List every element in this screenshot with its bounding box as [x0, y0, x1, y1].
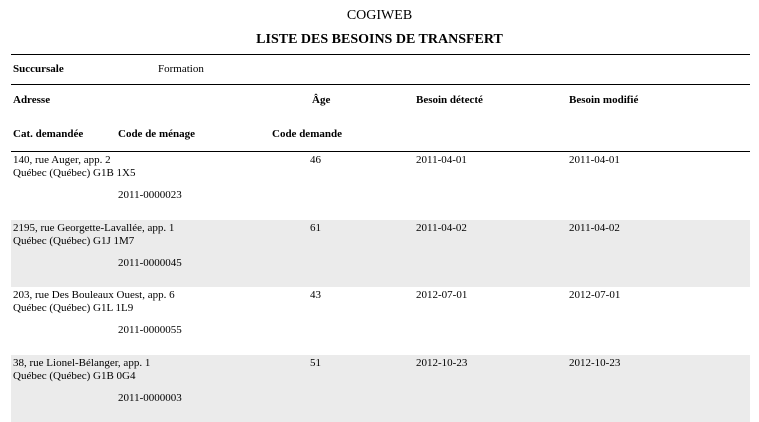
address-line2: Québec (Québec) G1L 1L9 [13, 302, 133, 314]
column-header-household-code: Code de ménage [118, 128, 195, 140]
column-header-request-code: Code demande [272, 128, 342, 140]
address-line1: 203, rue Des Bouleaux Ouest, app. 6 [13, 289, 175, 301]
branch-label: Succursale [13, 63, 64, 75]
table-row [11, 220, 750, 288]
need-detected-date: 2011-04-01 [416, 154, 467, 166]
header-divider [11, 54, 750, 55]
household-code: 2011-0000003 [118, 392, 182, 404]
transfer-needs-table [11, 152, 750, 422]
household-code: 2011-0000055 [118, 324, 182, 336]
household-code: 2011-0000045 [118, 257, 182, 269]
need-modified-date: 2011-04-02 [569, 222, 620, 234]
table-row [11, 355, 750, 422]
age: 51 [310, 357, 321, 369]
need-detected-date: 2012-10-23 [416, 357, 467, 369]
branch-divider [11, 84, 750, 85]
address-line2: Québec (Québec) G1B 1X5 [13, 167, 135, 179]
table-row [11, 287, 750, 355]
address-line2: Québec (Québec) G1J 1M7 [13, 235, 134, 247]
column-header-address: Adresse [13, 94, 50, 106]
address-line1: 140, rue Auger, app. 2 [13, 154, 111, 166]
household-code: 2011-0000023 [118, 189, 182, 201]
address-line1: 38, rue Lionel-Bélanger, app. 1 [13, 357, 150, 369]
column-header-need-modified: Besoin modifié [569, 94, 638, 106]
need-detected-date: 2011-04-02 [416, 222, 467, 234]
need-modified-date: 2012-10-23 [569, 357, 620, 369]
age: 43 [310, 289, 321, 301]
need-detected-date: 2012-07-01 [416, 289, 467, 301]
age: 46 [310, 154, 321, 166]
column-header-need-detected: Besoin détecté [416, 94, 483, 106]
column-header-age: Âge [312, 94, 330, 106]
app-name: COGIWEB [0, 8, 759, 24]
report-title: LISTE DES BESOINS DE TRANSFERT [0, 32, 759, 48]
branch-value: Formation [158, 63, 204, 75]
table-row [11, 152, 750, 220]
address-line2: Québec (Québec) G1B 0G4 [13, 370, 135, 382]
age: 61 [310, 222, 321, 234]
column-header-category-requested: Cat. demandée [13, 128, 83, 140]
need-modified-date: 2012-07-01 [569, 289, 620, 301]
address-line1: 2195, rue Georgette-Lavallée, app. 1 [13, 222, 174, 234]
need-modified-date: 2011-04-01 [569, 154, 620, 166]
